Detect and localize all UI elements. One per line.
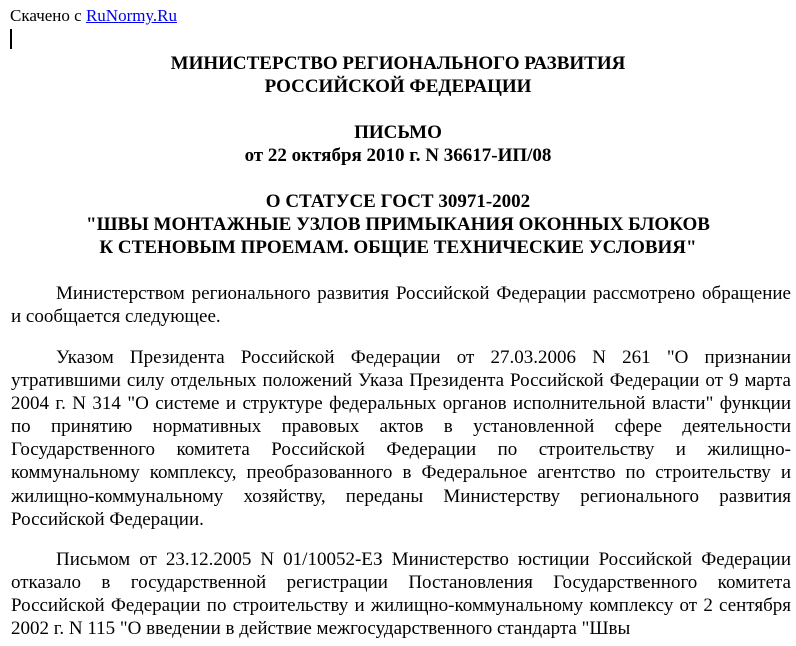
letter-type: ПИСЬМО: [354, 122, 442, 143]
ministry-heading: [0, 52, 796, 98]
paragraph-3: Письмом от 23.12.2005 N 01/10052-ЕЗ Министерство юстиции Российской Федерации отказало в государственной регистрации Постановления Государственного комитета Российской Федерации по строительству и жилищно-коммунальному комплексу от 2 сентября 2002 г. N 115 "О введении в действие межгосударственного стандарта "Швы: [11, 549, 791, 640]
paragraph-1: Министерством регионального развития Российской Федерации рассмотрено обращение и сообщается следующее.: [11, 283, 791, 328]
subject-heading: [0, 190, 796, 259]
source-line: [10, 6, 177, 26]
letter-date-number: от 22 октября 2010 г. N 36617-ИП/08: [244, 145, 552, 166]
ministry-line-1: МИНИСТЕРСТВО РЕГИОНАЛЬНОГО РАЗВИТИЯ: [170, 53, 626, 74]
source-link[interactable]: RuNormy.Ru: [85, 6, 177, 25]
subject-line-2: "ШВЫ МОНТАЖНЫЕ УЗЛОВ ПРИМЫКАНИЯ ОКОННЫХ БЛОКОВ: [86, 214, 710, 235]
subject-line-3: К СТЕНОВЫМ ПРОЕМАМ. ОБЩИЕ ТЕХНИЧЕСКИЕ УСЛОВИЯ": [99, 237, 697, 258]
source-prefix: Скачено с: [10, 6, 82, 25]
ministry-line-2: РОССИЙСКОЙ ФЕДЕРАЦИИ: [264, 76, 532, 97]
subject-line-1: О СТАТУСЕ ГОСТ 30971-2002: [265, 191, 531, 212]
text-cursor: [10, 29, 12, 49]
letter-heading: [0, 121, 796, 167]
paragraph-2: Указом Президента Российской Федерации от 27.03.2006 N 261 "О признании утратившими силу отдельных положений Указа Президента Российской Федерации от 9 марта 2004 г. N 314 "О системе и структуре федеральных органов исполнительной власти" функции по принятию нормативных правовых актов в установленной сфере деятельности Государственного комитета Российской Федерации по строительству и жилищно-коммунальному комплексу, преобразованного в Федеральное агентство по строительству и жилищно-коммунальному хозяйству, переданы Министерству регионального развития Российской Федерации.: [11, 347, 791, 530]
